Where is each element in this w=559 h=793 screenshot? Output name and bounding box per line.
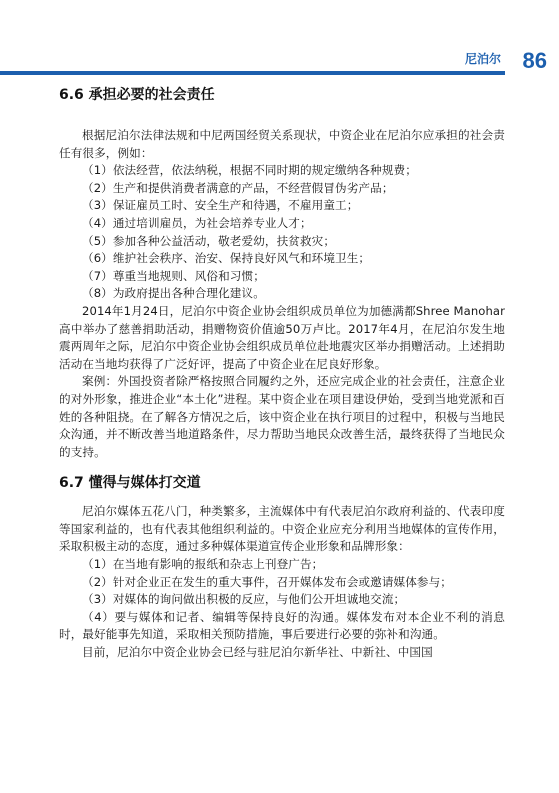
section1-list-item: （7）尊重当地规则、风俗和习惯； bbox=[82, 268, 265, 283]
section1-intro: 根据尼泊尔法律法规和中尼两国经贸关系现状，中资企业在尼泊尔应承担的社会责任有很多，例如： bbox=[59, 128, 505, 160]
section2-list-item: （1）在当地有影响的报纸和杂志上刊登广告； bbox=[82, 557, 324, 572]
section1-donation-paragraph: 2014年1月24日，尼泊尔中资企业协会组织成员单位为加德满都Shree Manohar高中举办了慈善捐助活动，捐赠物资价值逾50万卢比。2017年4月，在尼泊尔发生地震两周年之际，尼泊尔中资企业协会组织成员单位赴地震灾区举办捐赠活动。上述捐助活动在当地均获得了广泛好评，提高了中资企业在尼良好形象。 bbox=[59, 303, 505, 371]
header-rule bbox=[0, 71, 505, 75]
section1-list-item: （8）为政府提出各种合理化建议。 bbox=[82, 286, 265, 301]
page-header bbox=[0, 0, 559, 80]
header-country-label: 尼泊尔 bbox=[464, 52, 501, 66]
section1-list-item: （1）依法经营，依法纳税，根据不同时期的规定缴纳各种规费； bbox=[82, 163, 417, 178]
section2-list-item: （2）针对企业正在发生的重大事件，召开媒体发布会或邀请媒体参与； bbox=[82, 574, 452, 589]
section-heading-6-6: 6.6 承担必要的社会责任 bbox=[59, 87, 215, 103]
section2-intro: 尼泊尔媒体五花八门，种类繁多，主流媒体中有代表尼泊尔政府利益的、代表印度等国家利益的，也有代表其他组织利益的。中资企业应充分利用当地媒体的宣传作用，采取积极主动的态度，通过多种媒体渠道宣传企业形象和品牌形象： bbox=[59, 504, 505, 554]
section2-list-item: （3）对媒体的询问做出积极的反应，与他们公开坦诚地交流； bbox=[82, 592, 406, 607]
section2-closing-paragraph: 目前，尼泊尔中资企业协会已经与驻尼泊尔新华社、中新社、中国国 bbox=[82, 645, 433, 660]
section1-case-paragraph: 案例：外国投资者除严格按照合同履约之外，还应完成企业的社会责任，注意企业的对外形象，推进企业“本土化”进程。某中资企业在项目建设伊始，受到当地党派和百姓的各种阻挠。在了解各方情况之后，该中资企业在执行项目的过程中，积极与当地民众沟通，并不断改善当地道路条件，尽力帮助当地民众改善生活，最终获得了当地民众的支持。 bbox=[59, 374, 505, 459]
section2-list-item: （4）要与媒体和记者、编辑等保持良好的沟通。媒体发布对本企业不利的消息时，最好能事先知道，采取相关预防措施，事后要进行必要的弥补和沟通。 bbox=[59, 609, 505, 642]
section-heading-6-7: 6.7 懂得与媒体打交道 bbox=[59, 475, 201, 492]
page-body bbox=[59, 84, 505, 662]
section1-list-item: （6）维护社会秩序、治安、保持良好风气和环境卫生； bbox=[82, 251, 371, 266]
section1-list-item: （4）通过培训雇员，为社会培养专业人才； bbox=[82, 215, 312, 230]
section1-list-item: （2）生产和提供消费者满意的产品，不经营假冒伪劣产品； bbox=[82, 180, 394, 195]
section1-list-item: （5）参加各种公益活动，敬老爱幼，扶贫救灾； bbox=[82, 233, 336, 248]
page-number: 86 bbox=[522, 48, 547, 73]
section1-list-item: （3）保证雇员工时、安全生产和待遇，不雇用童工； bbox=[82, 198, 359, 213]
